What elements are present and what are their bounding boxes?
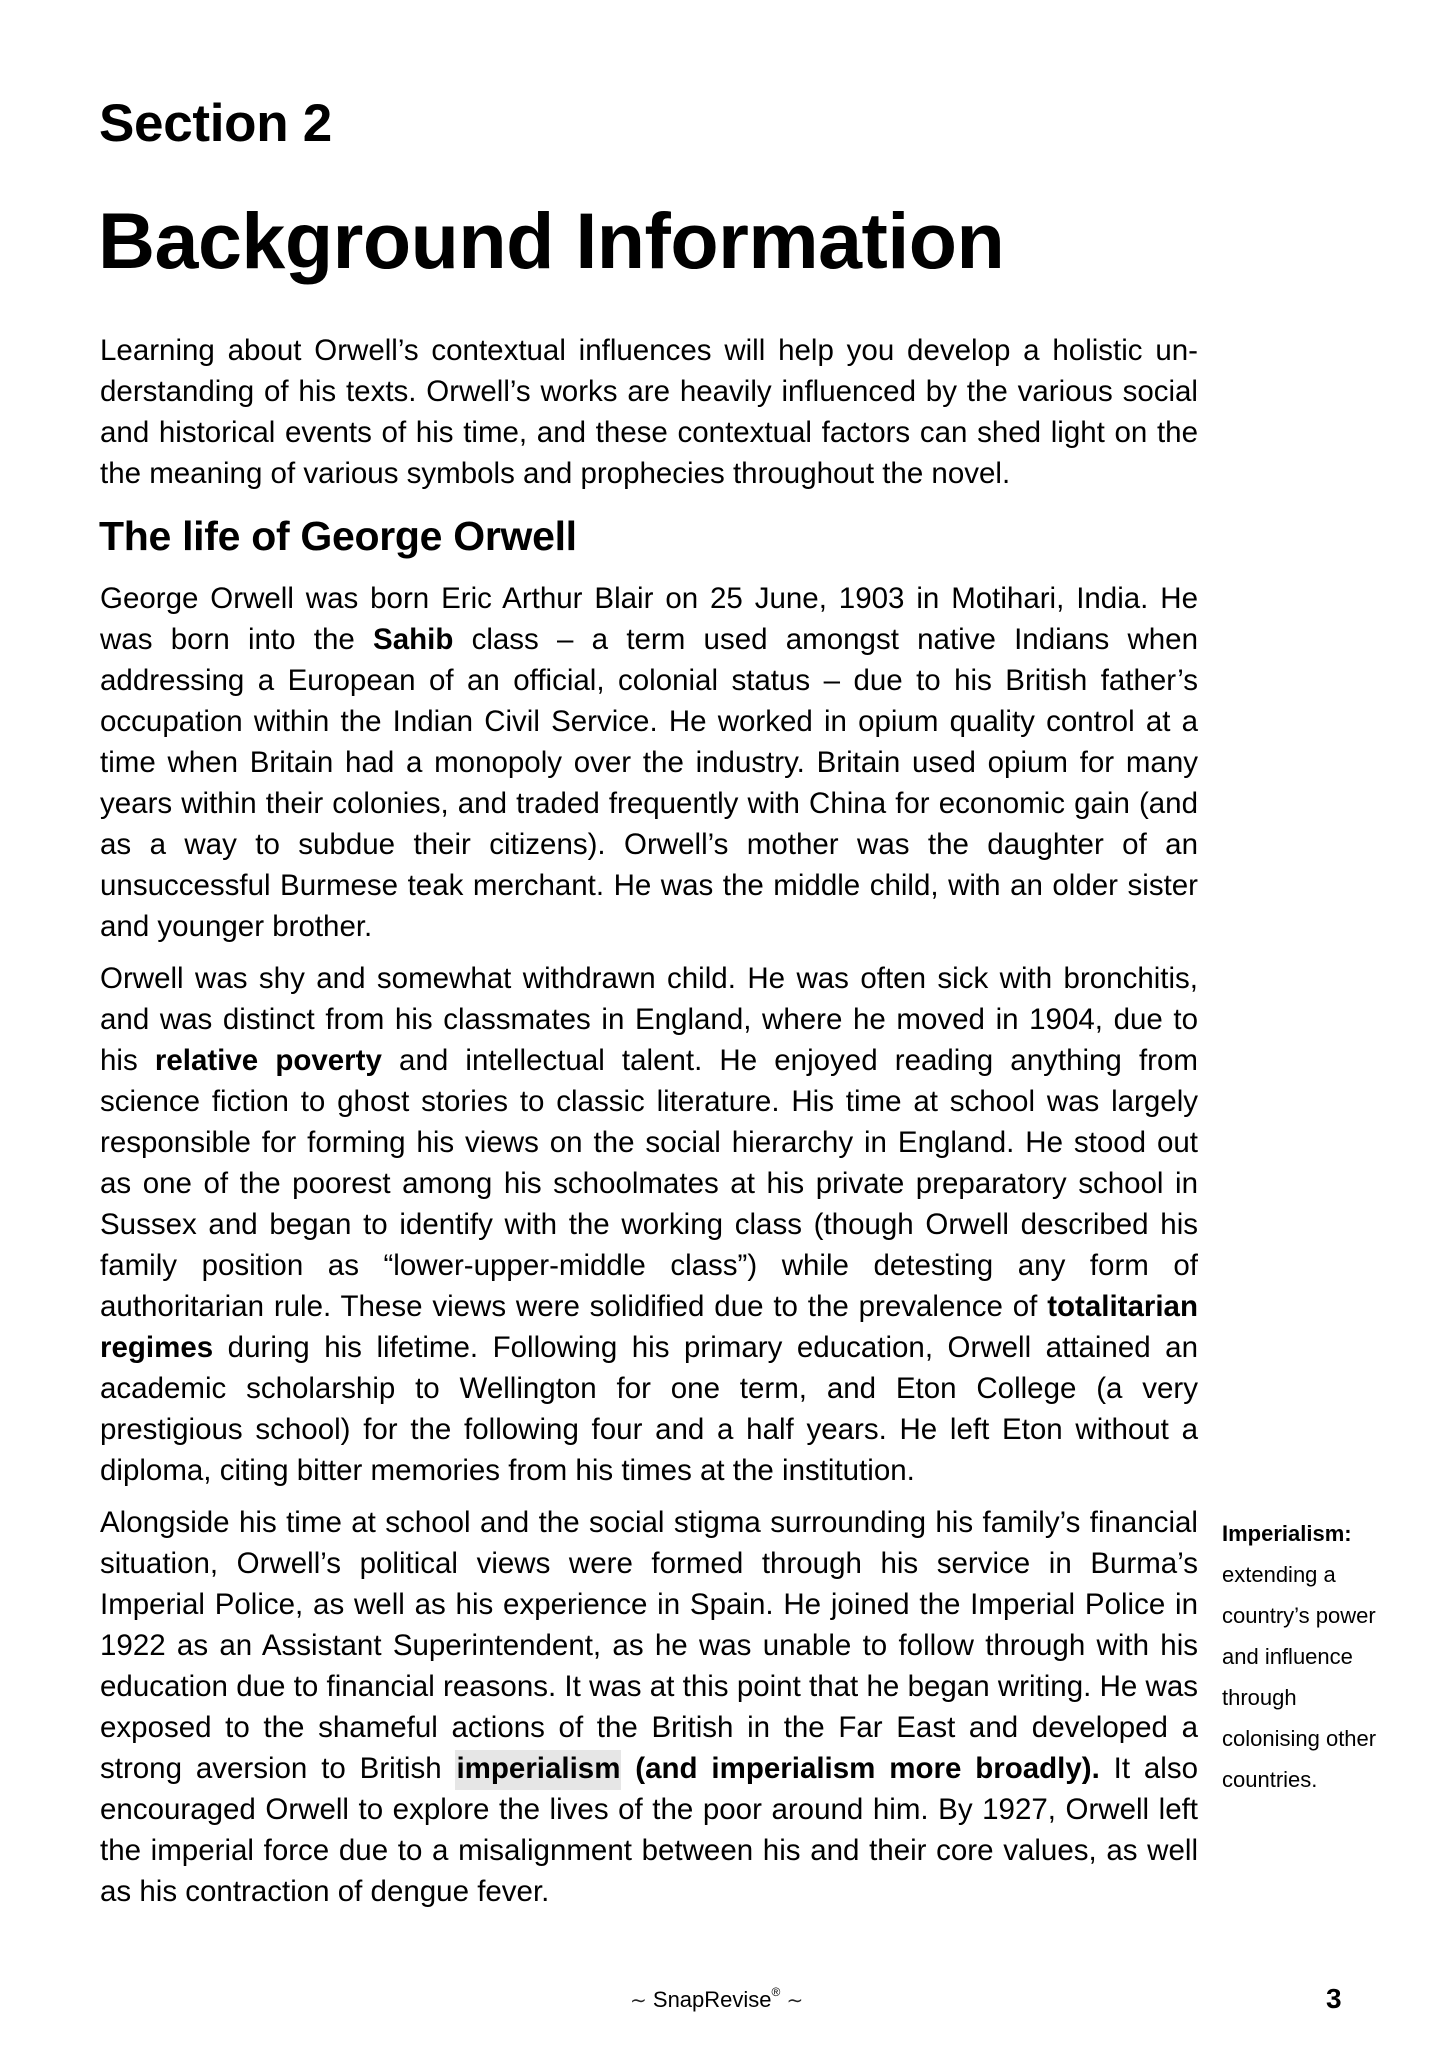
section-label: Section 2 — [99, 94, 332, 153]
keyword-imperialism-broadly: (and imperialism more broadly). — [621, 1752, 1100, 1785]
text-run: and intellectual talent. He enjoyed reading anything from science fiction to ghost stories to classic literature. His time at school was largely responsible for forming his views on the social hierarchy in England. He stood out as one of the poorest among his schoolmates at his private preparatory school in Sussex and began to identify with the working class (though Orwell described his family position as “lower-upper-middle class”) while detesting any form of authoritarian rule. These views were solidified due to the prevalence of — [100, 1044, 1198, 1323]
text-run: It also encouraged Orwell to explore the lives of the poor around him. By 1927, Orwell left the imperial force due to a misalignment between his and their core values, as well as his contraction of dengue fever. — [100, 1752, 1198, 1908]
glossary-definition-line: country’s power — [1222, 1603, 1376, 1628]
text-run: Orwell was shy and somewhat withdrawn child. He was often sick with bronchitis, and was distinct from his classmates in England, where he moved in 1904, due to his — [100, 962, 1198, 1077]
intro-paragraph: Learning about Orwell’s contextual influences will help you develop a holistic understanding of his texts. Orwell’s works are heavily influenced by the various social and historical events of his time, and these contextual factors can shed light on the the meaning of various symbols and prophecies throughout the novel. — [100, 334, 1198, 490]
keyword-relative-poverty: relative poverty — [154, 1044, 382, 1077]
keyword-totalitarian-regimes: totalitarian regimes — [100, 1290, 1198, 1364]
page-title: Background Information — [98, 196, 1005, 285]
glossary-definition-line: extending a — [1222, 1562, 1336, 1587]
life-paragraph-3 — [100, 1502, 1198, 1912]
tilde-ornament-icon: ∼ — [630, 1990, 647, 2012]
brand-name: SnapRevise — [652, 1987, 772, 2012]
text-run: George Orwell was born Eric Arthur Blair on 25 June, 1903 in Motihari, India. He was born into the — [100, 582, 1198, 656]
glossary-term: Imperialism: — [1222, 1521, 1352, 1546]
section-heading-life: The life of George Orwell — [99, 513, 577, 559]
text-run: during his lifetime. Following his primary education, Orwell attained an academic scholarship to Wellington for one term, and Eton College (a very prestigious school) for the following four and a half years. He left Eton without a diploma, citing bitter memories from his times at the institution. — [100, 1331, 1198, 1487]
registered-mark-icon: ® — [771, 1985, 781, 1999]
glossary-margin-note — [1222, 1513, 1422, 1800]
intro-block — [100, 330, 1198, 494]
highlighted-term-imperialism[interactable]: imperialism — [455, 1750, 621, 1790]
footer-brand — [630, 1985, 803, 2016]
life-paragraph-1-block — [100, 578, 1198, 947]
life-paragraph-3-block — [100, 1502, 1198, 1912]
glossary-definition-line: colonising other — [1222, 1726, 1377, 1751]
tilde-ornament-icon: ∼ — [786, 1990, 804, 2012]
text-run: Alongside his time at school and the social stigma surrounding his family’s financial situation, Orwell’s political views were formed through his service in Burma’s Imperial Police, as well as his experience in Spain. He joined the Imperial Police in 1922 as an Assistant Superintendent, as he was unable to follow through with his education due to financial reasons. It was at this point that he began writing. He was exposed to the shameful actions of the British in the Far East and developed a strong aversion to British — [100, 1506, 1198, 1785]
life-paragraph-2-block — [100, 958, 1198, 1491]
text-run: class – a term used amongst native Indians when addressing a European of an official, colonial status – due to his British father’s occupation within the Indian Civil Service. He worked in opium quality control at a time when Britain had a monopoly over the industry. Britain used opium for many years within their colonies, and traded frequently with China for economic gain (and as a way to subdue their citizens). Orwell’s mother was the daughter of an unsuccessful Burmese teak merchant. He was the middle child, with an older sister and younger brother. — [100, 623, 1198, 943]
life-paragraph-2 — [100, 958, 1198, 1491]
glossary-definition-line: countries. — [1222, 1767, 1318, 1792]
glossary-definition-line: and influence — [1222, 1644, 1353, 1669]
glossary-definition-line: through — [1222, 1685, 1297, 1710]
life-paragraph-1 — [100, 578, 1198, 947]
keyword-sahib: Sahib — [373, 623, 454, 656]
page-number: 3 — [1326, 1983, 1342, 2014]
